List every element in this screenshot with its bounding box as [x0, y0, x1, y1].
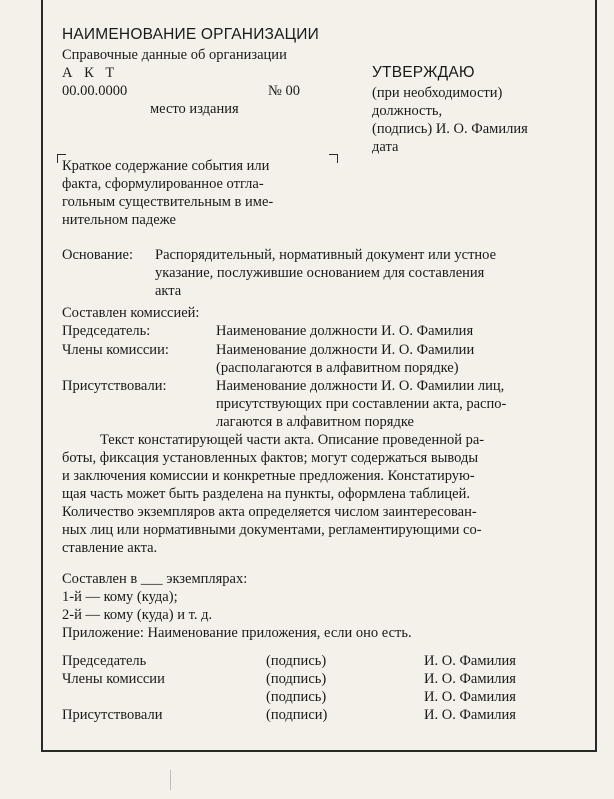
approval-line-2: должность,: [372, 103, 443, 119]
present-line: Наименование должности И. О. Фамилии лиц,: [216, 378, 505, 394]
approval-line-3: (подпись) И. О. Фамилия: [372, 121, 528, 137]
signature-name: И. О. Фамилия: [424, 689, 516, 705]
summary-line: факта, сформулированное отгла-: [62, 176, 264, 192]
doc-date: 00.00.0000: [62, 83, 128, 99]
body-line: Текст констатирующей части акта. Описание проведенной ра-: [100, 432, 485, 448]
signature-role: Присутствовали: [62, 707, 163, 723]
present-line: присутствующих при составлении акта, распо-: [216, 396, 507, 412]
copies-line: 1-й — кому (куда);: [62, 589, 178, 605]
org-name: НАИМЕНОВАНИЕ ОРГАНИЗАЦИИ: [62, 26, 319, 43]
chair-label: Председатель:: [62, 323, 151, 339]
copies-line: Составлен в ___ экземплярах:: [62, 571, 248, 587]
chair-value: Наименование должности И. О. Фамилия: [216, 323, 474, 339]
approval-title: УТВЕРЖДАЮ: [372, 64, 475, 81]
org-info: Справочные данные об организации: [62, 47, 287, 63]
summary-right-bracket: [329, 154, 338, 163]
summary-line: гольным существительным в име-: [62, 194, 274, 210]
present-label: Присутствовали:: [62, 378, 167, 394]
approval-line-1: (при необходимости): [372, 85, 503, 101]
signature-sign: (подпись): [266, 653, 327, 669]
attachment-line: Приложение: Наименование приложения, если оно есть.: [62, 625, 412, 641]
body-line: боты, фиксация установленных фактов; могут содержаться выводы: [62, 450, 479, 466]
present-line: лагаются в алфавитном порядке: [216, 414, 414, 430]
body-line: Количество экземпляров акта определяется числом заинтересован-: [62, 504, 477, 520]
doc-number: № 00: [268, 83, 300, 99]
approval-line-4: дата: [372, 139, 399, 155]
copies-line: 2-й — кому (куда) и т. д.: [62, 607, 213, 623]
doc-place: место издания: [150, 101, 239, 117]
body-line: ставление акта.: [62, 540, 158, 556]
signature-name: И. О. Фамилия: [424, 707, 516, 723]
signature-sign: (подпись): [266, 689, 327, 705]
members-label: Члены комиссии:: [62, 342, 169, 358]
signature-role: Члены комиссии: [62, 671, 165, 687]
basis-line: Распорядительный, нормативный документ или устное: [155, 247, 497, 263]
margin-mark: [170, 770, 171, 790]
signature-name: И. О. Фамилия: [424, 671, 516, 687]
body-line: щая часть может быть разделена на пункты, оформлена таблицей.: [62, 486, 470, 502]
summary-line: Краткое содержание события или: [62, 158, 270, 174]
commission-heading: Составлен комиссией:: [62, 305, 200, 321]
signature-sign: (подписи): [266, 707, 328, 723]
members-line: (располагаются в алфавитном порядке): [216, 360, 459, 376]
signature-sign: (подпись): [266, 671, 327, 687]
summary-line: нительном падеже: [62, 212, 176, 228]
basis-line: акта: [155, 283, 182, 299]
members-line: Наименование должности И. О. Фамилии: [216, 342, 475, 358]
body-line: ных лиц или нормативными документами, регламентирующими со-: [62, 522, 482, 538]
basis-label: Основание:: [62, 247, 133, 263]
doc-type: А К Т: [62, 65, 119, 81]
basis-line: указание, послужившие основанием для составления: [155, 265, 485, 281]
body-line: и заключения комиссии и конкретные предложения. Констатирую-: [62, 468, 475, 484]
signature-role: Председатель: [62, 653, 147, 669]
signature-name: И. О. Фамилия: [424, 653, 516, 669]
